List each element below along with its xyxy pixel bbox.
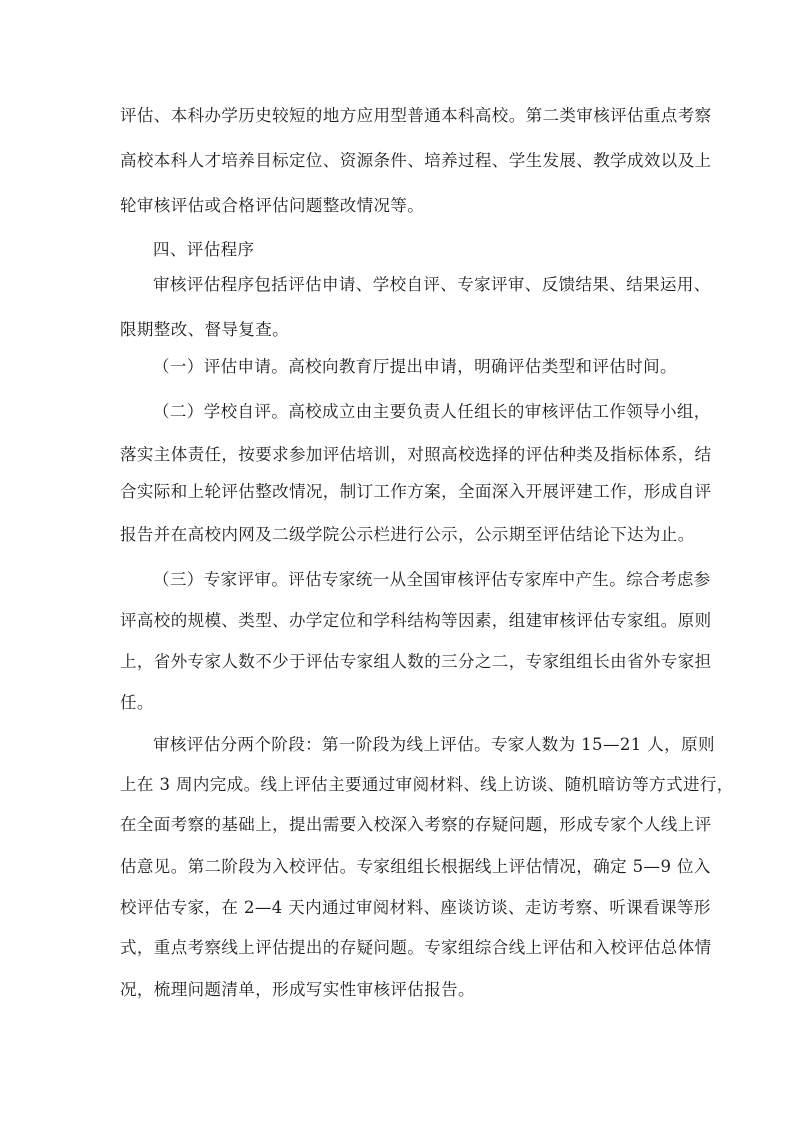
text-line: 任。 <box>120 693 154 712</box>
text-line: 况，梳理问题清单，形成写实性审核评估报告。 <box>120 980 475 999</box>
text-line: 评高校的规模、类型、办学定位和学科结构等因素，组建审核评估专家组。原则 <box>120 611 712 630</box>
text-line: 报告并在高校内网及二级学院公示栏进行公示，公示期至评估结论下达为止。 <box>120 525 695 544</box>
text-line: 高校本科人才培养目标定位、资源条件、培养过程、学生发展、教学成效以及上 <box>120 151 712 170</box>
text-line: （二）学校自评。高校成立由主要负责人任组长的审核评估工作领导小组， <box>153 402 711 421</box>
text-line: 式，重点考察线上评估提出的存疑问题。专家组综合线上评估和入校评估总体情 <box>120 938 712 957</box>
text-line: 轮审核评估或合格评估问题整改情况等。 <box>120 196 425 215</box>
text-line: 限期整改、督导复查。 <box>120 320 289 339</box>
text-line: 上在 3 周内完成。线上评估主要通过审阅材料、线上访谈、随机暗访等方式进行， <box>120 775 734 794</box>
text-line: 落实主体责任，按要求参加评估培训，对照高校选择的评估种类及指标体系，结 <box>120 445 712 464</box>
text-line: 在全面考察的基础上，提出需要入校深入考察的存疑问题，形成专家个人线上评 <box>120 815 712 834</box>
text-line: 合实际和上轮评估整改情况，制订工作方案，全面深入开展评建工作，形成自评 <box>120 482 712 501</box>
text-line: （一）评估申请。高校向教育厅提出申请，明确评估类型和评估时间。 <box>153 357 677 376</box>
text-line: 评估、本科办学历史较短的地方应用型普通本科高校。第二类审核评估重点考察 <box>120 106 712 125</box>
text-line: 审核评估分两个阶段：第一阶段为线上评估。专家人数为 15—21 人，原则 <box>153 735 715 754</box>
text-line: 校评估专家，在 2—4 天内通过审阅材料、座谈访谈、走访考察、听课看课等形 <box>120 898 711 917</box>
text-line: （三）专家评审。评估专家统一从全国审核评估专家库中产生。综合考虑参 <box>153 570 711 589</box>
section-heading: 四、评估程序 <box>153 240 255 259</box>
text-line: 估意见。第二阶段为入校评估。专家组组长根据线上评估情况，确定 5—9 位入 <box>120 857 711 876</box>
text-line: 上，省外专家人数不少于评估专家组人数的三分之二，专家组组长由省外专家担 <box>120 652 712 671</box>
text-line: 审核评估程序包括评估申请、学校自评、专家评审、反馈结果、结果运用、 <box>153 275 711 294</box>
